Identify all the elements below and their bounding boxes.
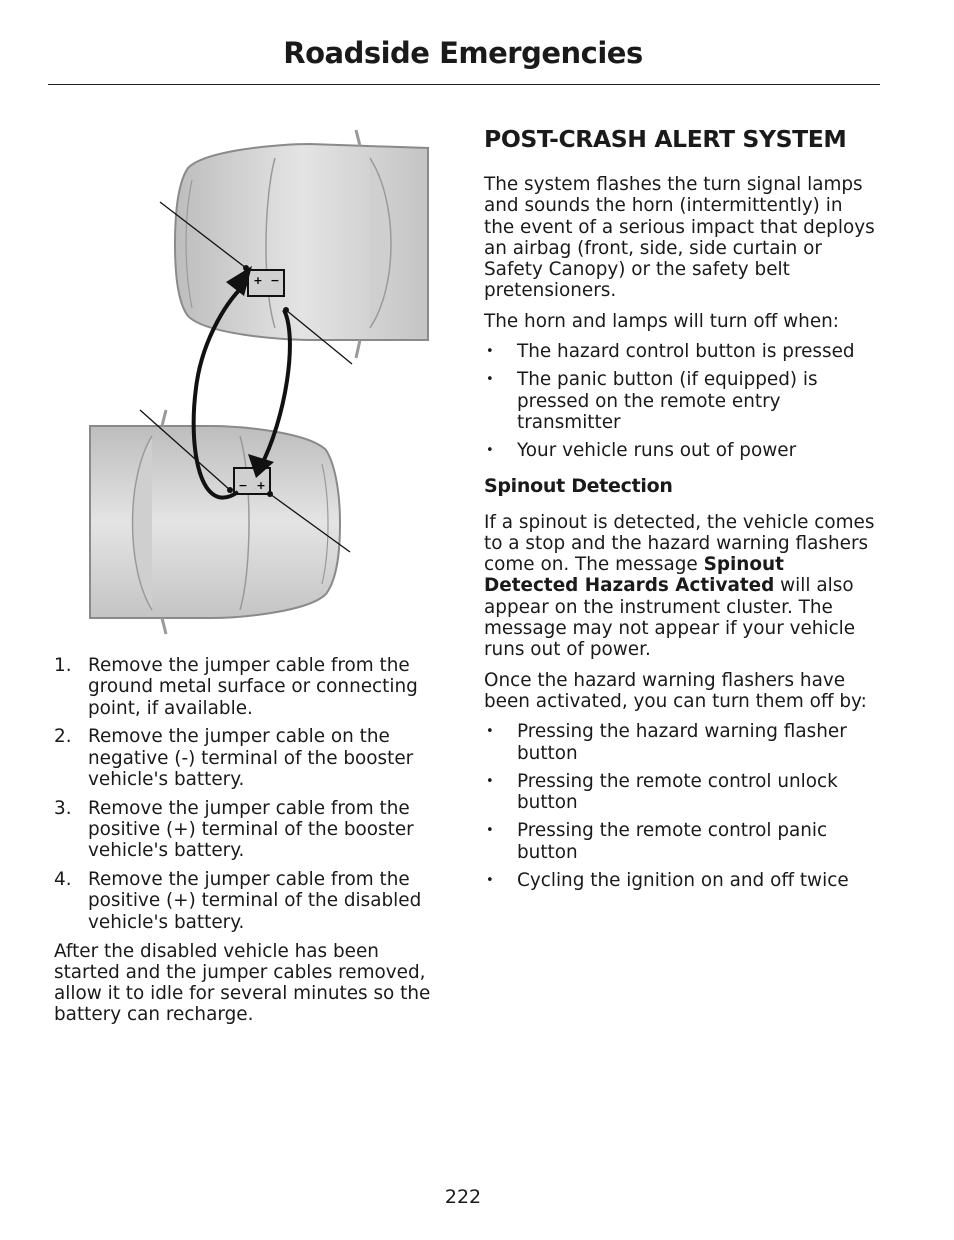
turn-off-intro: The horn and lamps will turn off when:: [484, 310, 839, 332]
booster-negative-terminal: −: [270, 274, 280, 287]
disabled-battery: [234, 468, 270, 494]
step-number: 1.: [54, 655, 72, 676]
header-divider: [48, 84, 880, 85]
disabled-negative-terminal: −: [238, 479, 248, 492]
spinout-paragraph: [484, 512, 876, 661]
list-item-text: Your vehicle runs out of power: [517, 440, 797, 462]
jump-start-illustration: [80, 118, 440, 642]
list-item-text: Pressing the remote control unlock button: [517, 770, 838, 814]
intro-paragraph: The system flashes the turn signal lamps and sounds the horn (intermittently) in the event of a serious impact that deploys an airbag (front, side, side curtain or Safety Canopy) or the safety belt pretensioners.: [484, 174, 875, 302]
list-item-text: Cycling the ignition on and off twice: [517, 870, 849, 892]
booster-battery: [248, 270, 284, 296]
section-heading: POST-CRASH ALERT SYSTEM: [484, 125, 847, 153]
list-item: [484, 369, 876, 433]
list-item-text: The panic button (if equipped) is pressed on the remote entry transmitter: [517, 369, 818, 433]
step-number: 4.: [54, 869, 72, 891]
bullet-icon: •: [486, 344, 494, 360]
spinout-text-end: will also appear on the instrument cluster. The message may not appear if your vehicle runs out of power.: [484, 575, 856, 661]
removal-steps-list: [54, 655, 446, 933]
bullet-icon: •: [486, 873, 494, 889]
spinout-text-start: If a spinout is detected, the vehicle comes to a stop and the hazard warning flashers come on. The message: [484, 511, 875, 576]
step-number: 2.: [54, 726, 72, 748]
hazard-intro: Once the hazard warning flashers have been activated, you can turn them off by:: [484, 669, 867, 712]
turn-off-list: [484, 341, 876, 461]
list-item-text: Pressing the remote control panic button: [517, 820, 828, 863]
step-text: Remove the jumper cable from the positive (+) terminal of the booster vehicle's battery.: [88, 797, 414, 862]
list-item: [484, 771, 876, 814]
list-item: [484, 870, 876, 891]
list-item: [484, 820, 876, 863]
callout-dot: [267, 491, 273, 497]
subsection-heading: Spinout Detection: [484, 474, 673, 497]
callout-dot: [283, 307, 289, 313]
bullet-icon: •: [486, 372, 494, 388]
bullet-icon: •: [486, 823, 494, 839]
list-item: [54, 655, 446, 719]
step-text: Remove the jumper cable from the positive (+) terminal of the disabled vehicle's battery.: [88, 869, 422, 933]
hazard-off-list: [484, 721, 876, 891]
booster-positive-terminal: +: [253, 274, 263, 287]
booster-vehicle: [175, 130, 428, 358]
list-item-text: The hazard control button is pressed: [517, 341, 855, 363]
list-item-text: Pressing the hazard warning flasher button: [517, 721, 847, 764]
spinout-message: Spinout Detected Hazards Activated: [484, 554, 784, 597]
list-item: [484, 341, 876, 362]
page-number: 222: [444, 1186, 482, 1208]
list-item: [54, 869, 446, 933]
list-item: [54, 726, 446, 790]
list-item: [484, 440, 876, 461]
callout-dot: [243, 265, 249, 271]
step-number: 3.: [54, 797, 72, 819]
disabled-vehicle: [90, 410, 340, 634]
bullet-icon: •: [486, 773, 494, 789]
disabled-positive-terminal: +: [256, 479, 266, 492]
left-column: [54, 655, 446, 1035]
after-start-paragraph: After the disabled vehicle has been started and the jumper cables removed, allow it to idle for several minutes so the battery can recharge.: [54, 940, 431, 1026]
list-item: [54, 798, 446, 862]
list-item: [484, 721, 876, 764]
callout-dot: [227, 487, 233, 493]
step-text: Remove the jumper cable on the negative (-) terminal of the booster vehicle's battery.: [88, 726, 414, 790]
right-column: [484, 122, 876, 900]
bullet-icon: •: [486, 724, 494, 740]
page-title: Roadside Emergencies: [283, 36, 643, 70]
step-text: Remove the jumper cable from the ground metal surface or connecting point, if available.: [88, 655, 418, 719]
bullet-icon: •: [486, 443, 494, 459]
